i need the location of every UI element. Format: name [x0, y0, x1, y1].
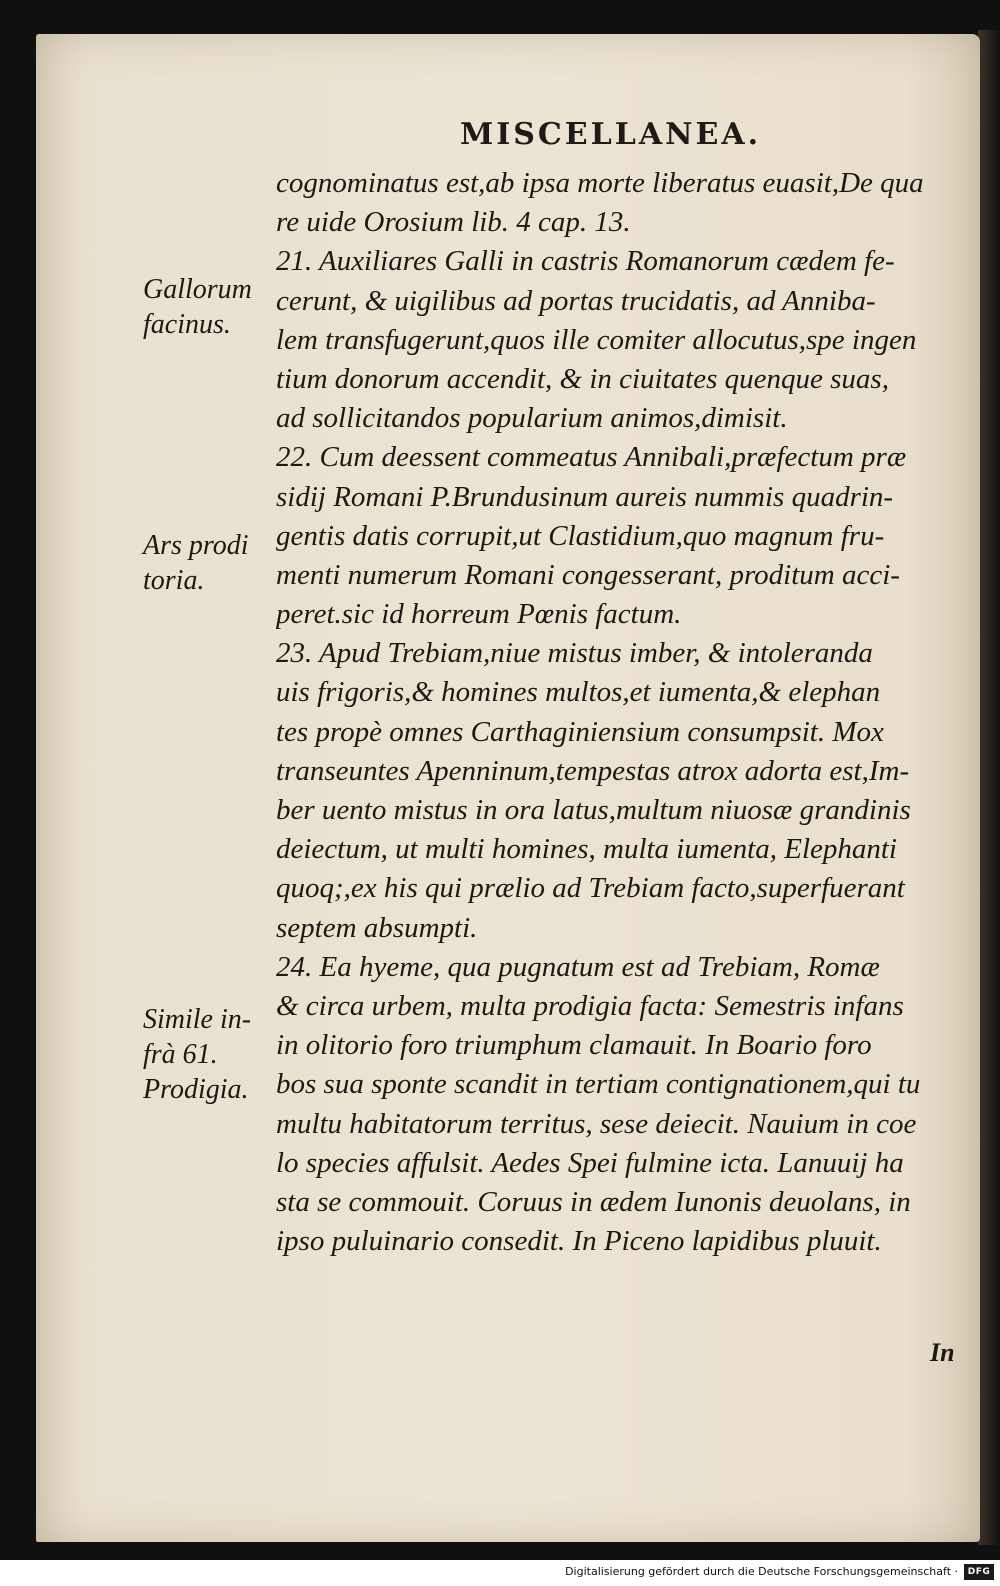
- body-text: [276, 164, 966, 1261]
- text-line: tium donorum accendit, & in ciuitates quenque suas,: [276, 362, 889, 395]
- text-line: sta se commouit. Coruus in ædem Iunonis deuolans, in: [276, 1185, 911, 1218]
- text-line: cerunt, & uigilibus ad portas trucidatis, ad Anniba-: [276, 284, 876, 317]
- margin-note-line: Simile in-: [143, 1004, 252, 1035]
- text-line: 22. Cum deessent commeatus Annibali,præfectum præ: [276, 441, 907, 474]
- text-line: septem absumpti.: [276, 911, 478, 944]
- footer-bar: [0, 1560, 1000, 1586]
- text-line: tes propè omnes Carthaginiensium consumpsit. Mox: [276, 715, 884, 748]
- margin-note-line: facinus.: [143, 309, 231, 340]
- text-line: bos sua sponte scandit in tertiam contignationem,qui tu: [276, 1068, 921, 1101]
- text-line: ipso puluinario consedit. In Piceno lapidibus pluuit.: [276, 1225, 882, 1258]
- text-line: lo species affulsit. Aedes Spei fulmine icta. Lanuuij ha: [276, 1146, 904, 1179]
- text-line: uis frigoris,& homines multos,et iumenta,& elephan: [276, 676, 881, 709]
- margin-note-line: frà 61.: [143, 1039, 218, 1070]
- text-line: multu habitatorum territus, sese deiecit. Nauium in coe: [276, 1107, 917, 1140]
- text-line: cognominatus est,ab ipsa morte liberatus euasit,De qua: [276, 167, 924, 199]
- catchword: In: [930, 1338, 955, 1367]
- text-line: transeuntes Apenninum,tempestas atrox adorta est,Im-: [276, 754, 910, 787]
- margin-note-simile: [143, 1002, 251, 1107]
- text-line: peret.sic id horreum Pœnis factum.: [276, 598, 682, 631]
- margin-note-line: Gallorum: [143, 274, 252, 305]
- text-line: lem transfugerunt,quos ille comiter allocutus,spe ingen: [276, 323, 917, 356]
- funding-notice: Digitalisierung gefördert durch die Deutsche Forschungsgemeinschaft ·: [565, 1565, 958, 1578]
- running-head: MISCELLANEA.: [460, 117, 762, 152]
- text-line: ber uento mistus in ora latus,multum niuosæ grandinis: [276, 794, 911, 826]
- text-line: deiectum, ut multi homines, multa iumenta, Elephanti: [276, 833, 897, 866]
- dfg-logo: DFG: [964, 1564, 994, 1580]
- text-line: sidij Romani P.Brundusinum aureis nummis quadrin-: [276, 480, 894, 513]
- text-line: re uide Orosium lib. 4 cap. 13.: [276, 206, 631, 239]
- margin-note-line: Ars prodi: [143, 530, 249, 561]
- text-line: gentis datis corrupit,ut Clastidium,quo magnum fru-: [276, 519, 885, 552]
- text-line: & circa urbem, multa prodigia facta: Semestris infans: [276, 989, 904, 1022]
- margin-note-line: Prodigia.: [143, 1074, 249, 1105]
- text-line: 24. Ea hyeme, qua pugnatum est ad Trebiam, Romæ: [276, 950, 880, 983]
- book-edge: [978, 30, 1000, 1545]
- text-line: ad sollicitandos popularium animos,dimisit.: [276, 402, 788, 435]
- text-line: menti numerum Romani congesserant, proditum acci-: [276, 558, 900, 591]
- text-line: quoq;,ex his qui prælio ad Trebiam facto,superfuerant: [276, 872, 905, 905]
- text-line: in olitorio foro triumphum clamauit. In Boario foro: [276, 1029, 872, 1062]
- text-line: 23. Apud Trebiam,niue mistus imber, & intoleranda: [276, 637, 873, 670]
- margin-note-line: toria.: [143, 565, 205, 596]
- text-line: 21. Auxiliares Galli in castris Romanorum cædem fe-: [276, 245, 895, 278]
- margin-note-ars: [143, 528, 249, 598]
- margin-note-gallorum: [143, 272, 252, 342]
